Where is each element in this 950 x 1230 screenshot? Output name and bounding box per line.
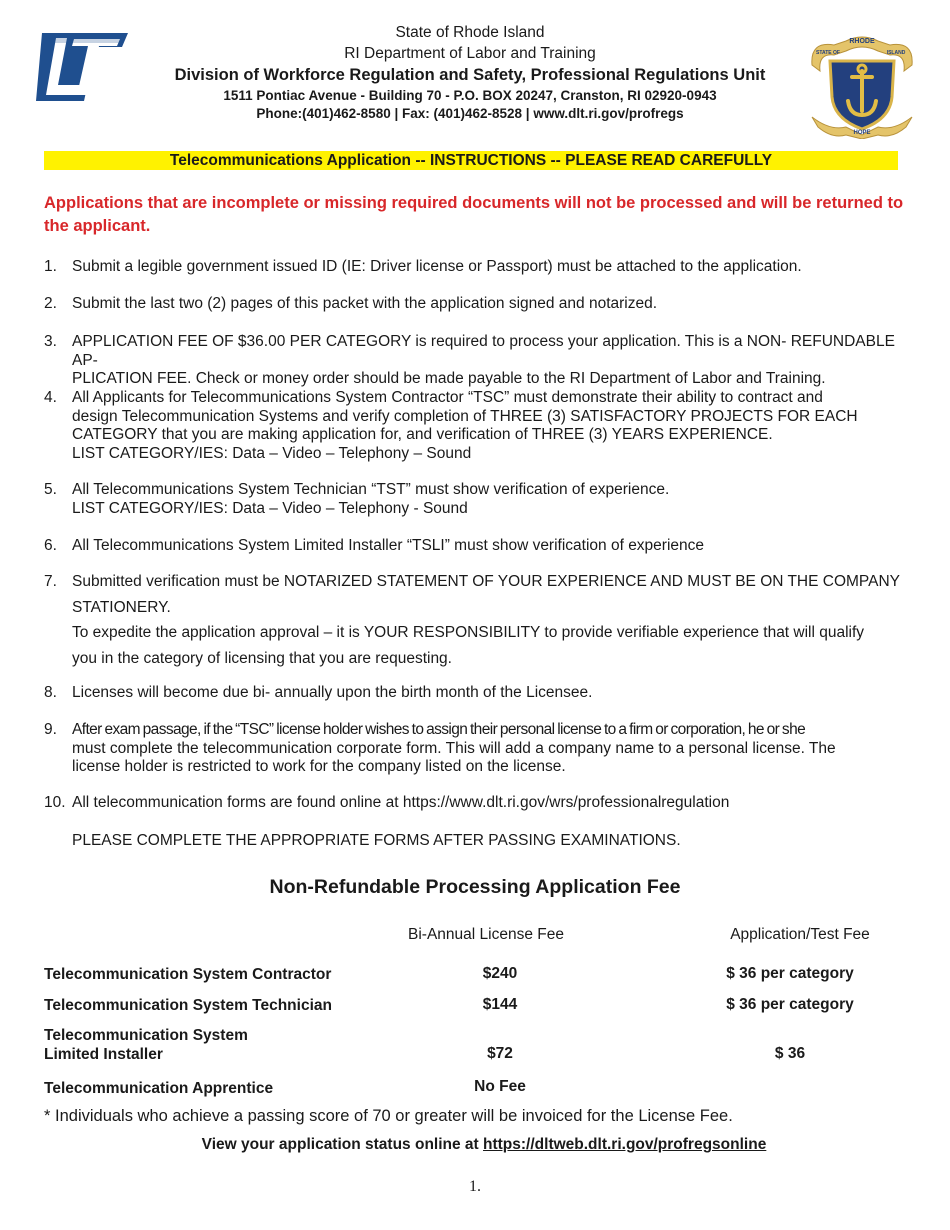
header-contact: Phone:(401)462-8580 | Fax: (401)462-8528 | www.dlt.ri.gov/profregs — [256, 106, 684, 121]
instruction-item-7 — [44, 569, 904, 671]
status-prefix: View your application status online at — [201, 1136, 484, 1153]
instruction-line: must complete the telecommunication corporate form. This will add a company name to a personal license. The — [72, 739, 836, 757]
fee-row-label-line: Limited Installer — [44, 1046, 163, 1063]
instruction-line: Submit the last two (2) pages of this packet with the application signed and notarized. — [72, 295, 658, 312]
instruction-item-10 — [44, 794, 904, 813]
seal-bottom-text: HOPE — [853, 130, 871, 136]
instruction-number: 3. — [44, 333, 57, 350]
instruction-number: 5. — [44, 481, 57, 498]
app-fee-column-header: Application/Test Fee — [730, 926, 870, 943]
page-number: 1. — [469, 1178, 481, 1195]
instruction-line: Submit a legible government issued ID (IE: Driver license or Passport) must be attached to the application. — [72, 258, 802, 275]
instruction-item-9 — [44, 721, 904, 777]
instruction-item-8 — [44, 684, 904, 703]
instructions-banner: Telecommunications Application -- INSTRUCTIONS -- PLEASE READ CAREFULLY — [44, 151, 898, 170]
header-department: RI Department of Labor and Training — [344, 45, 596, 62]
incomplete-warning: Applications that are incomplete or missing required documents will not be processed and will be returned to the applicant. — [44, 194, 904, 235]
instruction-item-5 — [44, 481, 904, 518]
instruction-item-3 — [44, 333, 904, 389]
instruction-number: 2. — [44, 295, 57, 312]
header-division: Division of Workforce Regulation and Safety, Professional Regulations Unit — [174, 66, 766, 84]
instruction-line: All telecommunication forms are found online at https://www.dlt.ri.gov/wrs/professionalregulation — [72, 794, 730, 811]
fee-section-title: Non-Refundable Processing Application Fee — [269, 876, 681, 898]
fee-row-label-line: Telecommunication System — [44, 1027, 248, 1044]
instruction-number: 6. — [44, 537, 57, 554]
instruction-line: PLICATION FEE. Check or money order should be made payable to the RI Department of Labor and Training. — [72, 370, 826, 387]
instruction-number: 4. — [44, 389, 57, 406]
app-fee-value: $ 36 per category — [726, 965, 854, 982]
app-fee-value: $ 36 per category — [726, 996, 854, 1013]
instruction-number: 7. — [44, 573, 57, 590]
dlt-logo-icon — [36, 33, 128, 101]
instruction-line: All Applicants for Telecommunications System Contractor “TSC” must demonstrate their ability to contract and — [72, 389, 823, 406]
application-status-line — [0, 1136, 950, 1154]
instruction-item-1 — [44, 258, 904, 277]
seal-right-text: ISLAND — [886, 50, 906, 56]
fee-row-label: Telecommunication System Technician — [44, 997, 332, 1014]
license-fee-value: No Fee — [474, 1078, 526, 1095]
seal-top-text: RHODE — [849, 38, 875, 45]
status-link[interactable]: https://dltweb.dlt.ri.gov/profregsonline — [483, 1136, 767, 1153]
instruction-line: All Telecommunications System Limited Installer “TSLI” must show verification of experience — [72, 537, 705, 554]
fee-row-label: Telecommunication Apprentice — [44, 1080, 274, 1097]
instruction-line: Submitted verification must be NOTARIZED STATEMENT OF YOUR EXPERIENCE AND MUST BE ON THE COMPANY — [72, 573, 900, 590]
instruction-number: 8. — [44, 684, 57, 701]
instruction-line: design Telecommunication Systems and verify completion of THREE (3) SATISFACTORY PROJECTS FOR EACH — [72, 407, 858, 425]
rhode-island-seal-icon — [806, 31, 918, 139]
instruction-line: All Telecommunications System Technician “TST” must show verification of experience. — [72, 481, 670, 498]
instruction-line: LIST CATEGORY/IES: Data – Video – Telephony - Sound — [72, 499, 468, 517]
fee-row-label — [44, 1026, 248, 1064]
license-fee-value: $72 — [487, 1045, 513, 1062]
instruction-line: CATEGORY that you are making application for, and verification of THREE (3) YEARS EXPERIENCE. — [72, 426, 773, 443]
instruction-line: After exam passage, if the “TSC” license holder wishes to assign their personal license to a firm or corporation, he or she — [72, 721, 806, 738]
instruction-number: 1. — [44, 258, 57, 275]
instruction-line: APPLICATION FEE OF $36.00 PER CATEGORY is required to process your application. This is a NON- REFUNDABLE AP- — [72, 333, 895, 369]
app-fee-value: $ 36 — [774, 1045, 806, 1062]
instruction-line: you in the category of licensing that you are requesting. — [72, 649, 452, 667]
instruction-number: 10. — [44, 794, 66, 811]
fee-row-label: Telecommunication System Contractor — [44, 966, 332, 983]
instruction-line: To expedite the application approval – it is YOUR RESPONSIBILITY to provide verifiable experience that will qualify — [72, 624, 865, 641]
license-fee-column-header: Bi-Annual License Fee — [408, 926, 564, 943]
instruction-item-6 — [44, 537, 904, 556]
instruction-line: Licenses will become due bi- annually upon the birth month of the Licensee. — [72, 684, 593, 701]
instruction-line: license holder is restricted to work for the company listed on the license. — [72, 758, 566, 775]
instruction-line: LIST CATEGORY/IES: Data – Video – Telephony – Sound — [72, 444, 472, 462]
closing-note — [44, 832, 904, 851]
seal-left-text: STATE OF — [816, 50, 840, 56]
instruction-item-4 — [44, 389, 904, 463]
instruction-line: STATIONERY. — [72, 598, 171, 616]
header-address: 1511 Pontiac Avenue - Building 70 - P.O. BOX 20247, Cranston, RI 02920-0943 — [223, 88, 717, 103]
instruction-item-2 — [44, 295, 904, 314]
license-fee-value: $144 — [482, 996, 518, 1013]
header-state: State of Rhode Island — [395, 24, 545, 41]
closing-note-text: PLEASE COMPLETE THE APPROPRIATE FORMS AFTER PASSING EXAMINATIONS. — [72, 832, 681, 849]
passing-score-footnote: * Individuals who achieve a passing score of 70 or greater will be invoiced for the License Fee. — [44, 1107, 733, 1125]
license-fee-value: $240 — [482, 965, 518, 982]
instruction-number: 9. — [44, 721, 57, 738]
